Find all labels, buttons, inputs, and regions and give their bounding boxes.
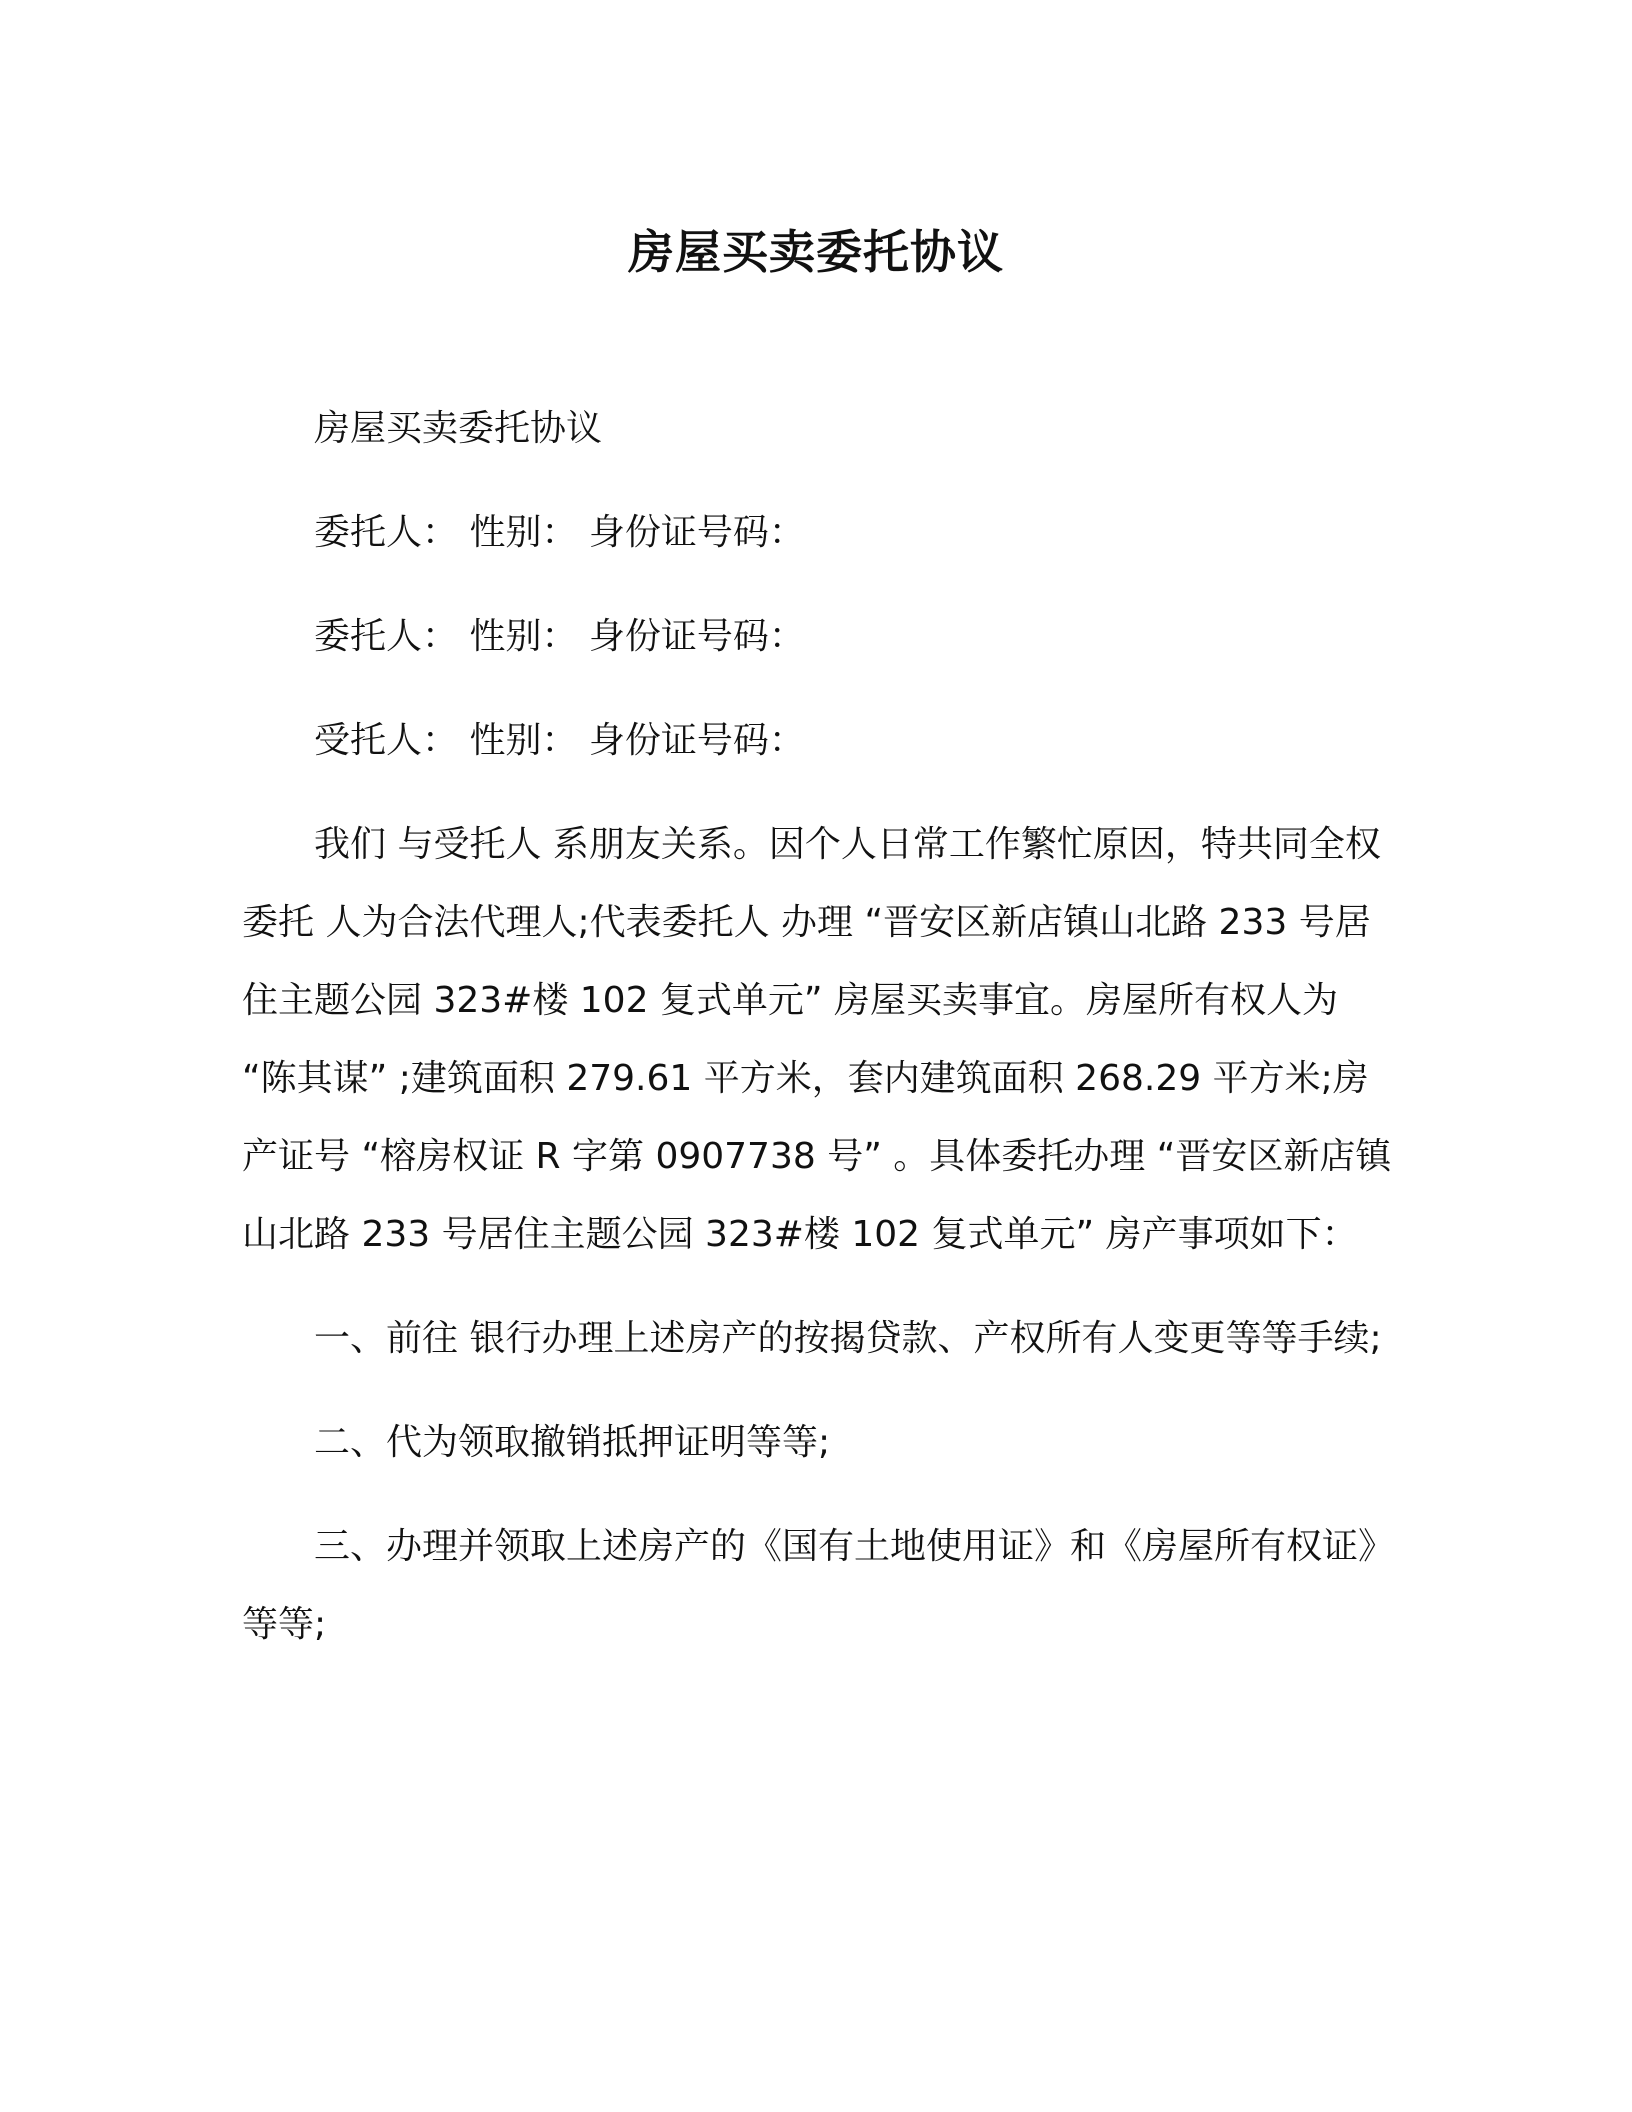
paragraph-item-1: 一、前往 银行办理上述房产的按揭贷款、产权所有人变更等等手续; <box>314 1318 1382 1359</box>
paragraph-principal-1: 委托人： 性别： 身份证号码： <box>314 512 805 553</box>
document-title: 房屋买卖委托协议 <box>628 225 1004 279</box>
paragraph-principal-2: 委托人： 性别： 身份证号码： <box>314 616 805 657</box>
paragraph-item-2: 二、代为领取撤销抵押证明等等; <box>314 1422 831 1463</box>
paragraph-item-3: 三、办理并领取上述房产的《国有土地使用证》和《房屋所有权证》等等; <box>242 1526 1377 1645</box>
paragraph-main-statement: 我们 与受托人 系朋友关系。因个人日常工作繁忙原因，特共同全权委托 人为合法代理人;代表委托人 办理 “晋安区新店镇山北路 233 号居住主题公园 323#楼 102 复式单元” 房屋买卖事宜。房屋所有权人为 “陈其谋” ;建筑面积 279.61 平方米，套内建筑面积 268.29 平方米;房产证号 “榕房权证 R 字第 0907738 号” 。具体委托办理 “晋安区新店镇山北路 233 号居住主题公园 323#楼 102 复式单元” 房产事项如下： <box>242 824 1392 1255</box>
paragraph-heading: 房屋买卖委托协议 <box>314 408 603 449</box>
paragraph-agent: 受托人： 性别： 身份证号码： <box>314 720 805 761</box>
document-body <box>242 390 1392 1690</box>
